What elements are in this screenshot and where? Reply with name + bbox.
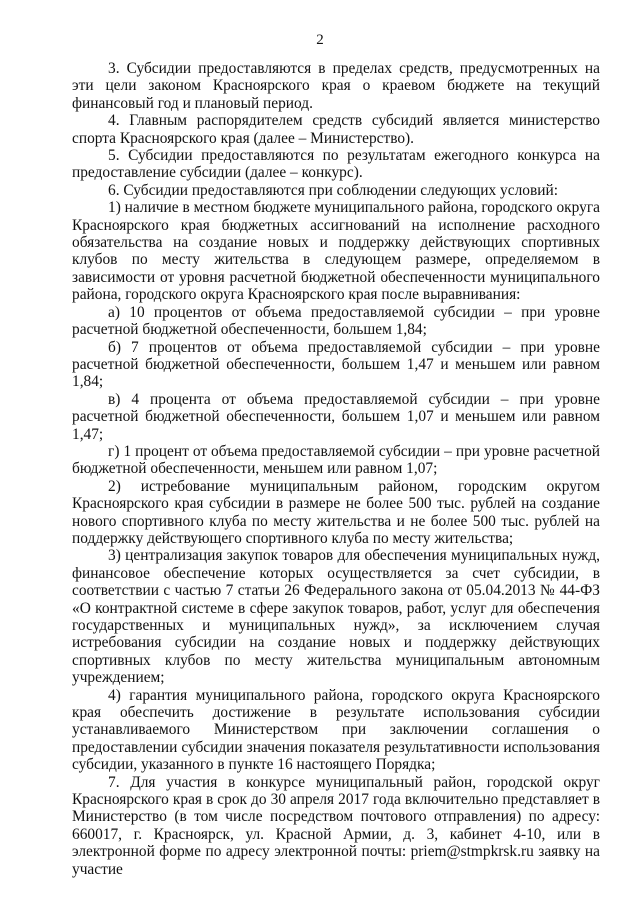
condition-2-subsidy-request: 2) истребование муниципальным районом, городским округом Красноярского края субсидии в размере не более 500 тыс. рублей на создание нового спортивного клуба по месту жительства и не более 500 тыс. рублей на поддержку действующего спортивного клуба по месту жительства; [72,477,600,547]
condition-4-guarantee: 4) гарантия муниципального района, городского округа Красноярского края обеспечить достижение в результате использования субсидии устанавливаемого Министерством при заключении соглашения о предоставлении субсидии значения показателя результативности использования субсидии, указанного в пункте 16 настоящего Порядка; [72,686,600,774]
condition-3-procurement: 3) централизация закупок товаров для обеспечения муниципальных нужд, финансовое обеспечение которых осуществляется за счет субсидии, в соответствии с частью 7 статьи 26 Федерального закона от 05.04.2013 № 44-ФЗ «О контрактной системе в сфере закупок товаров, работ, услуг для обеспечения государственных и муниципальных нужд», за исключением случая истребования субсидии на создание новых и поддержку действующих спортивных клубов по месту жительства муниципальным автономным учреждением; [72,547,600,687]
paragraph-7-application: 7. Для участия в конкурсе муниципальный район, городской округ Красноярского края в срок до 30 апреля 2017 года включительно представляет в Министерство (в том числе посредством почтового отправления) по адресу: 660017, г. Красноярск, ул. Красной Армии, д. 3, кабинет 4-10, или в электронной форме по адресу электронной почты: priem@stmpkrsk.ru заявку на участие [72,773,600,878]
condition-1d: г) 1 процент от объема предоставляемой субсидии – при уровне расчетной бюджетной обеспеченности, меньшем или равном 1,07; [72,442,600,478]
paragraph-6-conditions: 6. Субсидии предоставляются при соблюдении следующих условий: [108,181,558,199]
paragraph-3-funding-limits: 3. Субсидии предоставляются в пределах средств, предусмотренных на эти цели законом Красноярского края о краевом бюджете на текущий финансовый год и плановый период. [72,60,600,112]
paragraph-4-chief-administrator: 4. Главным распорядителем средств субсидий является министерство спорта Красноярского края (далее – Министерство). [72,112,600,147]
condition-1b: б) 7 процентов от объема предоставляемой субсидии – при уровне расчетной бюджетной обеспеченности, большем 1,47 и меньшем или равном 1,84; [72,338,600,391]
condition-1-budget-allocation: 1) наличие в местном бюджете муниципального района, городского округа Красноярского края бюджетных ассигнований на исполнение расходного обязательства на создание новых и поддержку действующих спортивных клубов по месту жительства в следующем размере, определяемом в зависимости от уровня расчетной бюджетной обеспеченности муниципального района, городского округа Красноярского края после выравнивания: [72,199,600,304]
document-body [72,60,600,878]
condition-1a: а) 10 процентов от объема предоставляемой субсидии – при уровне расчетной бюджетной обеспеченности, большем 1,84; [72,303,600,339]
condition-1c: в) 4 процента от объема предоставляемой субсидии – при уровне расчетной бюджетной обеспеченности, большем 1,07 и меньшем или равном 1,47; [72,390,600,443]
paragraph-5-contest: 5. Субсидии предоставляются по результатам ежегодного конкурса на предоставление субсидии (далее – конкурс). [72,147,600,182]
page-number: 2 [316,32,324,48]
